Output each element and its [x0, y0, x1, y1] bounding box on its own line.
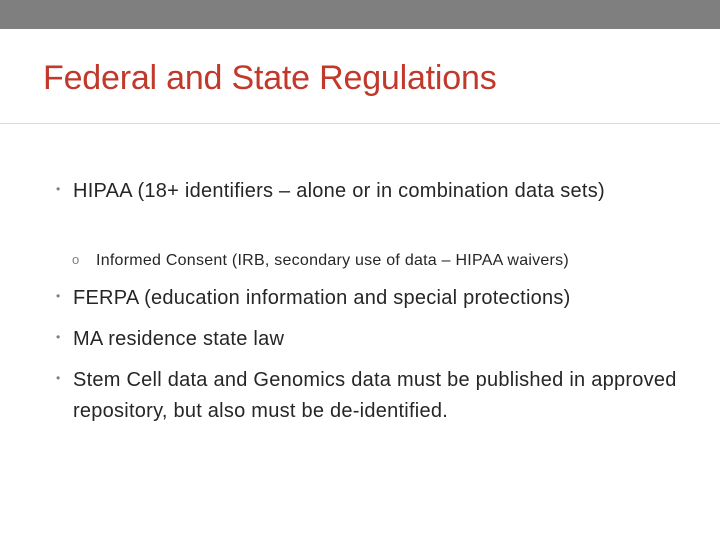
top-bar: [0, 0, 720, 29]
bullet-marker: •: [56, 289, 61, 303]
bullet-marker: •: [56, 182, 61, 196]
bullet-marker: •: [56, 371, 61, 385]
title-divider: [0, 123, 720, 124]
bullet-text: FERPA (education information and special protections): [73, 287, 571, 309]
sub-bullet-marker: o: [72, 252, 80, 267]
bullet-marker: •: [56, 330, 61, 344]
slide-title: Federal and State Regulations: [43, 59, 497, 97]
bullet-text: MA residence state law: [73, 328, 285, 350]
bullet-text: Stem Cell data and Genomics data must be published in approved repository, but also must be de-identified.: [73, 369, 677, 422]
sub-bullet-text: Informed Consent (IRB, secondary use of data – HIPAA waivers): [96, 252, 569, 269]
bullet-text: HIPAA (18+ identifiers – alone or in combination data sets): [73, 180, 605, 202]
